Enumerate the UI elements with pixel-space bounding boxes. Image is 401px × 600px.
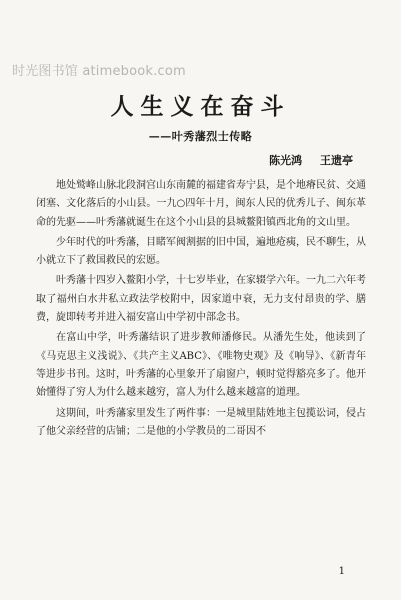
paragraph: 少年时代的叶秀藩，目睹军阀割据的旧中国，遍地疮痍，民不聊生，从小就立下了救国救民的宏愿。	[36, 236, 366, 267]
watermark: 时光图书馆 atimebook.com	[12, 64, 186, 79]
body-text	[36, 177, 366, 443]
page-number: 1	[338, 566, 345, 577]
author-name: 王遗亭	[320, 154, 353, 167]
author-line	[269, 152, 353, 168]
paragraph: 在富山中学，叶秀藩结识了进步教师潘修民。从潘先生处，他读到了《马克思主义浅说》、《共产主义ABC》、《唯物史观》及《响导》、《新青年等进步书刊。这时，叶秀藩的心里象开了扇窗户，顿时觉得豁亮多了。他开始懂得了穷人为什么越来越穷，富人为什么越来越富的道理。	[36, 332, 366, 399]
paragraph: 地处鹫峰山脉北段洞宫山东南麓的福建省寿宁县，是个地瘠民贫、交通闭塞、文化落后的小山县。一九○四年十月，闽东人民的优秀儿子、闽东革命的先驱——叶秀藩就诞生在这个小山县的县城鳌阳镇西北角的文山里。	[36, 180, 366, 228]
paragraph: 叶秀藩十四岁入鳌阳小学，十七岁毕业，在家辍学六年。一九二六年考取了福州白水井私立政法学校附中，因家道中衰，无力支付昂贵的学、膳费，旋即转考并进入福安富山中学初中部念书。	[36, 275, 366, 324]
page-title: 人生义在奋斗	[110, 93, 291, 120]
author-name: 陈光鸿	[269, 154, 303, 167]
paragraph: 这期间，叶秀藩家里发生了两件事：一是城里陆姓地主包揽讼词，侵占了他父亲经营的店铺；二是他的小学教员的二哥因不	[36, 407, 366, 437]
page-subtitle: ——叶秀藩烈士传略	[148, 130, 253, 143]
